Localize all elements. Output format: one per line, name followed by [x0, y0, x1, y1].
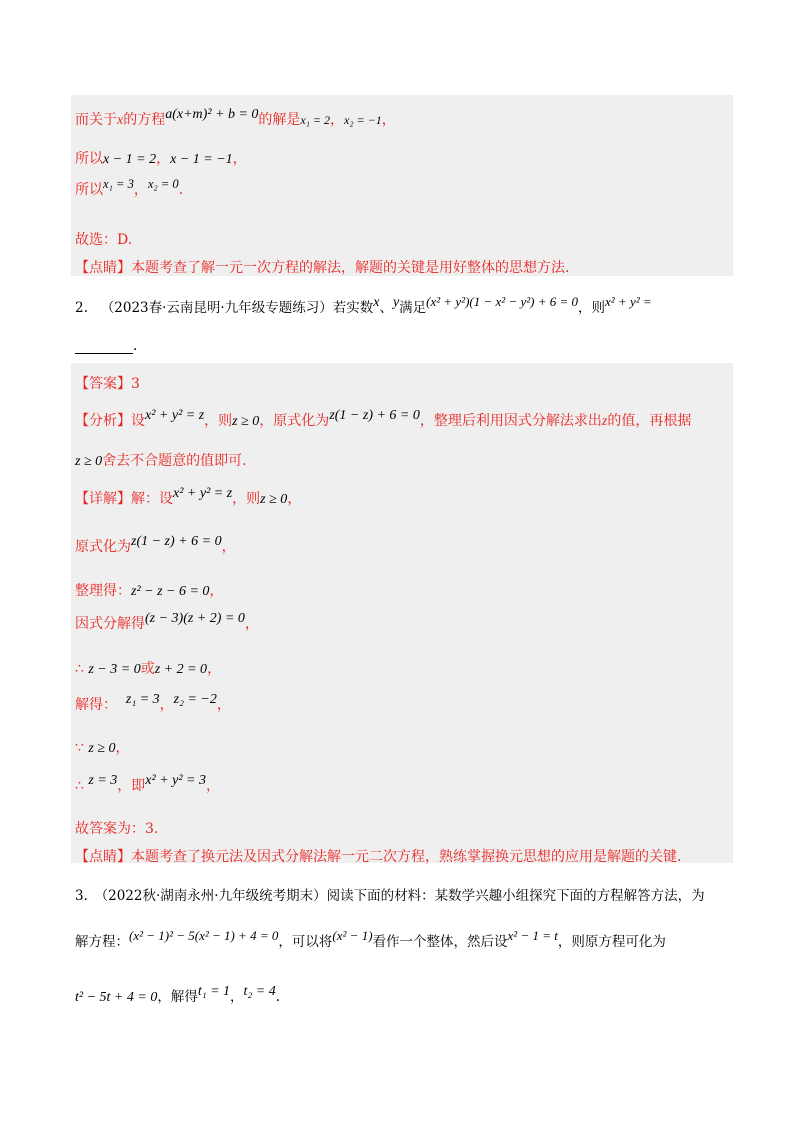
text: 的值，再根据 — [607, 413, 692, 429]
text: ，则原方程可化为 — [557, 934, 666, 950]
equation: (z − 3)(z + 2) = 0 — [145, 611, 245, 626]
analysis-line2 — [75, 450, 247, 470]
detail-line3 — [75, 580, 223, 600]
text: ，解得 — [157, 989, 198, 1005]
text: 、 — [379, 300, 393, 316]
text: ， — [207, 661, 222, 677]
detail-line1 — [75, 488, 301, 508]
text: ， — [133, 182, 148, 198]
text: 解得： — [75, 697, 117, 713]
text: 舍去不合题意的值即可. — [102, 453, 247, 469]
equation: x² + y² = 3 — [145, 773, 206, 788]
text: ， — [115, 740, 130, 756]
equation: a(x+m)² + b = 0 — [165, 107, 259, 122]
block1-line1 — [75, 109, 396, 129]
root: x₂ = 0 — [147, 177, 179, 191]
text: 所以 — [75, 151, 103, 167]
root: t₁ = 1 — [197, 984, 231, 999]
text: 所以 — [75, 182, 103, 198]
text: ， — [230, 989, 244, 1005]
equation: z² − z − 6 = 0 — [131, 584, 210, 599]
equation: z(1 − z) + 6 = 0 — [329, 408, 420, 423]
root: x₁ = 3 — [103, 177, 134, 191]
text: ，原式化为 — [259, 413, 330, 429]
therefore-symbol: ∴ — [75, 661, 84, 677]
root: z₁ = 3 — [125, 692, 160, 707]
block1-line2 — [75, 148, 247, 168]
text: （2023春·云南昆明·九年级专题练习）若实数 — [100, 300, 374, 316]
text: ， — [156, 151, 171, 167]
text: . — [178, 182, 184, 198]
text: 看作一个整体，然后设 — [372, 934, 508, 950]
equation: z ≥ 0 — [232, 414, 260, 429]
equation: x² + y² = — [605, 294, 652, 309]
math: x — [373, 295, 380, 310]
question-3-line2 — [75, 930, 666, 950]
question-3-line3 — [75, 985, 280, 1006]
equation: z ≥ 0 — [75, 454, 103, 469]
equation: x² + y² = z — [173, 486, 233, 501]
equation: (x² − 1)² − 5(x² − 1) + 4 = 0 — [129, 928, 279, 943]
equation: x − 1 = −1 — [170, 152, 233, 167]
detail-line7 — [75, 737, 130, 757]
text: ， — [206, 778, 220, 794]
text: ，可以将 — [278, 934, 333, 950]
equation: z = 3 — [88, 773, 118, 788]
text: ， — [232, 151, 247, 167]
text: . — [275, 989, 281, 1005]
question-2 — [75, 296, 652, 317]
equation: t² − 5t + 4 = 0 — [75, 990, 158, 1005]
text: 的解是 — [258, 112, 301, 128]
note: 【点睛】本题考查了换元法及因式分解法解一元二次方程，熟练掌握换元思想的应用是解题的关键. — [75, 849, 682, 865]
text: . — [133, 338, 138, 354]
root: x₂ = −1 — [344, 113, 382, 127]
equation: (x² − 1) — [332, 928, 373, 943]
final-answer: 故答案为：3. — [75, 821, 159, 837]
answer-blank-line — [75, 338, 137, 354]
text: 满足 — [399, 300, 427, 316]
text: ，整理后利用因式分解法求出 — [419, 413, 602, 429]
question-3-line1: 3. （2022秋·湖南永州·九年级统考期末）阅读下面的材料：某数学兴趣小组探究下面的方程解答方法，为 — [75, 888, 705, 904]
math: y — [392, 295, 400, 310]
equation: x² + y² = z — [145, 408, 205, 423]
because-symbol: ∵ — [75, 740, 84, 756]
equation: x² − 1 = t — [507, 928, 558, 943]
text: 【分析】设 — [75, 413, 145, 429]
math: x — [117, 113, 124, 128]
text: 【详解】解：设 — [75, 491, 173, 507]
equation: z ≥ 0 — [260, 492, 288, 507]
text: ， — [287, 491, 302, 507]
equation: z ≥ 0 — [88, 741, 116, 756]
text: 而关于 — [75, 112, 117, 128]
detail-line2 — [75, 536, 236, 556]
answer-label: 【答案】3 — [75, 376, 140, 392]
text: ， — [209, 583, 224, 599]
text: ， — [221, 539, 236, 555]
text: 原式化为 — [75, 539, 131, 555]
text: ，则 — [232, 491, 261, 507]
detail-line8 — [75, 775, 220, 795]
text: 整理得： — [75, 583, 131, 599]
analysis-line1 — [75, 410, 691, 430]
block1-line4: 故选：D. — [75, 232, 133, 248]
text: ，即 — [117, 778, 146, 794]
therefore-symbol: ∴ — [75, 778, 84, 794]
text: ， — [381, 112, 396, 128]
block1-line3 — [75, 179, 183, 199]
root: x₁ = 2 — [300, 113, 331, 127]
question-number: 2. — [75, 300, 88, 316]
detail-line5 — [75, 658, 221, 678]
text: 或 — [140, 661, 155, 677]
text: ， — [216, 697, 231, 713]
text: ，则 — [578, 300, 606, 316]
root: t₂ = 4 — [243, 984, 276, 999]
equation: x − 1 = 2 — [103, 152, 157, 167]
detail-line4 — [75, 613, 259, 633]
answer-blank — [75, 339, 133, 354]
text: ， — [244, 616, 259, 632]
text: 的方程 — [123, 112, 166, 128]
equation: z − 3 = 0 — [88, 662, 141, 677]
equation: z(1 − z) + 6 = 0 — [131, 534, 222, 549]
equation: (x² + y²)(1 − x² − y²) + 6 = 0 — [426, 294, 579, 309]
equation: z + 2 = 0 — [154, 662, 208, 677]
block1-line5: 【点睛】本题考查了解一元一次方程的解法，解题的关键是用好整体的思想方法. — [75, 260, 570, 276]
text: ， — [330, 112, 345, 128]
math: z — [601, 414, 608, 429]
text: 解方程： — [75, 934, 129, 950]
text: 因式分解得 — [75, 616, 145, 632]
root: z₂ = −2 — [173, 692, 217, 707]
text: ，则 — [204, 413, 233, 429]
text: ， — [159, 697, 174, 713]
detail-line6 — [75, 694, 231, 714]
